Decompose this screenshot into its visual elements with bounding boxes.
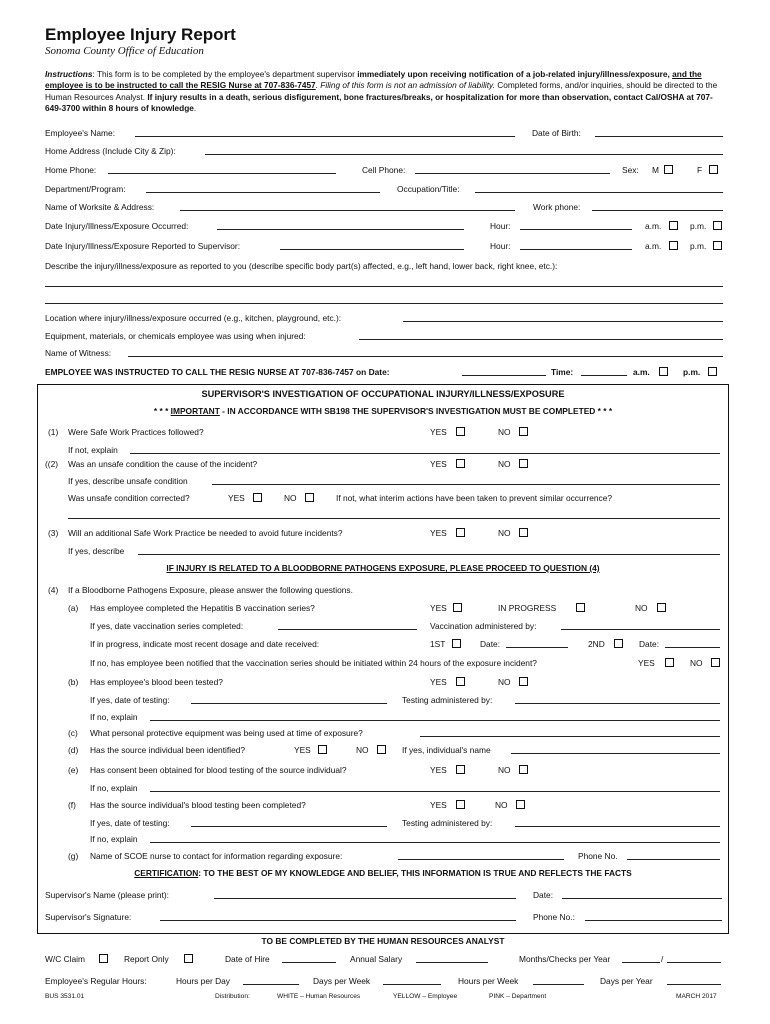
q3-yes-checkbox[interactable] [456, 528, 465, 537]
q4e-yes-checkbox[interactable] [456, 765, 465, 774]
q4f-no-checkbox[interactable] [516, 800, 525, 809]
q4a-second-checkbox[interactable] [614, 639, 623, 648]
work-phone-field[interactable] [592, 210, 723, 211]
sex-m-checkbox[interactable] [664, 165, 673, 174]
occupation-label: Occupation/Title: [397, 184, 460, 194]
nurse-pm-checkbox[interactable] [708, 367, 717, 376]
q1-question: Were Safe Work Practices followed? [68, 427, 204, 437]
certification-label: CERTIFICATION [134, 868, 199, 878]
witness-label: Name of Witness: [45, 348, 112, 358]
q4b-yes-checkbox[interactable] [456, 677, 465, 686]
reported-am-checkbox[interactable] [669, 241, 678, 250]
reported-am-label: a.m. [645, 241, 662, 251]
instructions-label: Instructions [45, 69, 93, 79]
certification-text: : TO THE BEST OF MY KNOWLEDGE AND BELIEF, THIS INFORMATION IS TRUE AND REFLECTS THE FACTS [198, 868, 632, 878]
important-rest: - IN ACCORDANCE WITH SB198 THE SUPERVISOR'S INVESTIGATION MUST BE COMPLETED * * * [219, 406, 613, 416]
instructions-text-6: If injury results in a death, serious disfigurement, bone fractures/breaks, or hospitalization for more than observation, contact Cal/OSHA at 707-649-3700 within 8 hours of knowledge [45, 91, 713, 114]
q2-corrected-no-label: NO [284, 493, 297, 503]
q2-corrected-label: Was unsafe condition corrected? [68, 493, 190, 503]
q4-number: (4) [48, 585, 59, 595]
cell-phone-field[interactable] [415, 173, 610, 174]
q1-number: (1) [48, 427, 59, 437]
worksite-label: Name of Worksite & Address: [45, 202, 155, 212]
distribution-white: WHITE – Human Resources [277, 993, 361, 1000]
instructions-text-5: Completed forms, and/or inquiries, should be directed to the Human Resources Analyst. [45, 80, 718, 102]
organization-name: Sonoma County Office of Education [45, 45, 204, 57]
q4f-date-field[interactable] [191, 826, 387, 827]
occurred-pm-label: p.m. [690, 221, 707, 231]
q4a-letter: (a) [68, 603, 79, 613]
dob-label: Date of Birth: [532, 128, 581, 138]
q4b-date-field[interactable] [191, 703, 387, 704]
cell-phone-label: Cell Phone: [362, 165, 406, 175]
q4f-no-label: NO [495, 800, 508, 810]
hour-reported-field[interactable] [520, 249, 632, 250]
instructions-text-1: : This form is to be completed by the employee's department supervisor [92, 69, 358, 79]
q4c-field[interactable] [420, 736, 720, 737]
q4d-yes-label: YES [294, 745, 311, 755]
dob-field[interactable] [595, 136, 723, 137]
employee-name-field[interactable] [135, 136, 515, 137]
months-checks-label: Months/Checks per Year [519, 954, 611, 964]
q4a-second-label: 2ND [588, 639, 605, 649]
q2-corrected-no-checkbox[interactable] [305, 493, 314, 502]
q4a-notified-no-checkbox[interactable] [711, 658, 720, 667]
q4a-no-label: NO [635, 603, 648, 613]
distribution-yellow: YELLOW – Employee [393, 993, 458, 1000]
date-reported-label: Date Injury/Illness/Exposure Reported to Supervisor: [45, 241, 241, 251]
hours-per-week-field[interactable] [533, 984, 584, 985]
q2-corrected-yes-label: YES [228, 493, 245, 503]
instructions-text-2: immediately upon receiving notification of a job-related injury/illness/exposure, [357, 69, 673, 79]
q4a-notified-label: If no, has employee been notified that the vaccination series should be initiated within 24 hours of the exposure incident? [90, 658, 537, 668]
q4f-date-label: If yes, date of testing: [90, 818, 170, 828]
reported-pm-checkbox[interactable] [713, 241, 722, 250]
q4f-explain-label: If no, explain [90, 834, 138, 844]
equipment-label: Equipment, materials, or chemicals employee was using when injured: [45, 331, 306, 341]
q1-no-label: NO [498, 427, 511, 437]
q4a-inprogress-label: If in progress, indicate most recent dosage and date received: [90, 639, 320, 649]
hour-occurred-label: Hour: [490, 221, 511, 231]
supervisor-name-label: Supervisor's Name (please print): [45, 890, 170, 900]
days-per-year-label: Days per Year [600, 976, 653, 986]
certification-statement [37, 868, 729, 878]
q4d-letter: (d) [68, 745, 79, 755]
q4a-first-date-label: Date: [480, 639, 501, 649]
q4f-admin-label: Testing administered by: [402, 818, 493, 828]
supervisor-date-label: Date: [533, 890, 554, 900]
date-of-hire-field[interactable] [282, 962, 336, 963]
hour-reported-label: Hour: [490, 241, 511, 251]
instructions-text-4: . Filing of this form is not an admission of liability. [315, 80, 495, 91]
report-only-checkbox[interactable] [184, 954, 193, 963]
q4f-yes-label: YES [430, 800, 447, 810]
q4g-nurse-field[interactable] [398, 859, 564, 860]
date-occurred-field[interactable] [217, 229, 464, 230]
q4a-yes-label: YES [430, 603, 447, 613]
q3-question: Will an additional Safe Work Practice be needed to avoid future incidents? [68, 528, 343, 538]
q4b-admin-field[interactable] [515, 703, 720, 704]
sex-label: Sex: [622, 165, 639, 175]
annual-salary-label: Annual Salary [350, 954, 403, 964]
occurred-pm-checkbox[interactable] [713, 221, 722, 230]
nurse-am-checkbox[interactable] [659, 367, 668, 376]
hours-per-week-label: Hours per Week [458, 976, 519, 986]
nurse-instructed-time-label: Time: [551, 367, 574, 377]
q4e-question: Has consent been obtained for blood testing of the source individual? [90, 765, 347, 775]
q4f-admin-field[interactable] [515, 826, 720, 827]
supervisor-signature-label: Supervisor's Signature: [45, 912, 132, 922]
supervisor-phone-field[interactable] [585, 920, 722, 921]
q3-no-checkbox[interactable] [519, 528, 528, 537]
q4d-yes-checkbox[interactable] [318, 745, 327, 754]
nurse-am-label: a.m. [633, 367, 650, 377]
q1-explain-field[interactable] [130, 453, 720, 454]
q4g-question: Name of SCOE nurse to contact for information regarding exposure: [90, 851, 343, 861]
q4g-phone-field[interactable] [627, 859, 720, 860]
location-label: Location where injury/illness/exposure occurred (e.g., kitchen, playground, etc.): [45, 313, 342, 323]
days-per-year-field[interactable] [667, 984, 721, 985]
q4a-admin-field[interactable] [561, 629, 720, 630]
nurse-pm-label: p.m. [683, 367, 701, 377]
q4e-explain-label: If no, explain [90, 783, 138, 793]
supervisor-signature-field[interactable] [160, 920, 516, 921]
sex-f-label: F [697, 165, 703, 175]
q2-describe-field[interactable] [212, 484, 720, 485]
q4b-explain-label: If no, explain [90, 712, 138, 722]
q4g-phone-label: Phone No. [578, 851, 618, 861]
q1-explain-label: If not, explain [68, 445, 118, 455]
q4b-explain-field[interactable] [150, 720, 720, 721]
q4a-notified-yes-checkbox[interactable] [665, 658, 674, 667]
q4a-second-date-field[interactable] [665, 647, 720, 648]
nurse-instructed-label: EMPLOYEE WAS INSTRUCTED TO CALL THE RESIG NURSE AT 707-836-7457 on Date: [45, 367, 390, 377]
q1-yes-checkbox[interactable] [456, 427, 465, 436]
instructions-paragraph [45, 69, 725, 115]
months-field[interactable] [622, 962, 660, 963]
q4c-letter: (c) [68, 728, 78, 738]
q3-describe-label: If yes, describe [68, 546, 125, 556]
supervisor-name-field[interactable] [214, 898, 516, 899]
hours-per-day-field[interactable] [243, 984, 299, 985]
q4a-first-label: 1ST [430, 639, 446, 649]
work-phone-label: Work phone: [533, 202, 581, 212]
q1-yes-label: YES [430, 427, 447, 437]
investigation-title: SUPERVISOR'S INVESTIGATION OF OCCUPATIONAL INJURY/ILLNESS/EXPOSURE [201, 389, 565, 399]
q4a-admin-label: Vaccination administered by: [430, 621, 537, 631]
q4a-in-progress-label: IN PROGRESS [498, 603, 557, 613]
q3-describe-field[interactable] [138, 554, 720, 555]
nurse-instructed-date-field[interactable] [462, 375, 546, 376]
department-field[interactable] [146, 192, 380, 193]
q4b-date-label: If yes, date of testing: [90, 695, 170, 705]
q4a-date-field[interactable] [278, 629, 417, 630]
q2-corrected-yes-checkbox[interactable] [253, 493, 262, 502]
q4a-question: Has employee completed the Hepatitis B vaccination series? [90, 603, 315, 613]
instructions-text-3: and the employee is to be instructed to call the RESIG Nurse at 707-836-7457 [45, 69, 702, 91]
q4d-name-label: If yes, individual's name [402, 745, 491, 755]
q2-no-label: NO [498, 459, 511, 469]
location-field[interactable] [403, 321, 723, 322]
q4b-question: Has employee's blood been tested? [90, 677, 223, 687]
describe-injury-line-1[interactable] [45, 286, 723, 287]
q4a-first-date-field[interactable] [506, 647, 568, 648]
witness-field[interactable] [128, 356, 723, 357]
home-phone-field[interactable] [108, 173, 336, 174]
important-notice [37, 406, 729, 416]
supervisor-date-field[interactable] [562, 898, 722, 899]
supervisor-phone-label: Phone No.: [533, 912, 575, 922]
q4a-date-label: If yes, date vaccination series completed: [90, 621, 244, 631]
regular-hours-label: Employee's Regular Hours: [45, 976, 147, 986]
date-occurred-label: Date Injury/Illness/Exposure Occurred: [45, 221, 189, 231]
distribution-label: Distribution: [215, 993, 250, 1000]
q2-number: ((2) [45, 459, 59, 469]
q4d-name-field[interactable] [511, 753, 720, 754]
instructions-text-7: . [193, 103, 197, 114]
q4d-no-checkbox[interactable] [377, 745, 386, 754]
q4a-in-progress-checkbox[interactable] [576, 603, 585, 612]
months-checks-slash: / [661, 954, 664, 964]
q4d-question: Has the source individual been identified? [90, 745, 246, 755]
q4b-no-checkbox[interactable] [519, 677, 528, 686]
checks-field[interactable] [667, 962, 721, 963]
q2-question: Was an unsafe condition the cause of the incident? [68, 459, 258, 469]
q4b-letter: (b) [68, 677, 79, 687]
q4b-admin-label: Testing administered by: [402, 695, 493, 705]
q4a-yes-checkbox[interactable] [453, 603, 462, 612]
days-per-week-field[interactable] [383, 984, 441, 985]
occurred-am-checkbox[interactable] [669, 221, 678, 230]
q3-number: (3) [48, 528, 59, 538]
q2-interim-label: If not, what interim actions have been taken to prevent similar occurrence? [336, 493, 613, 503]
report-only-label: Report Only [124, 954, 169, 964]
describe-injury-label: Describe the injury/illness/exposure as reported to you (describe specific body part(s) affected, e.g., left hand, lower back, right knee, etc.): [45, 261, 558, 271]
q4a-notified-yes-label: YES [638, 658, 655, 668]
q2-yes-label: YES [430, 459, 447, 469]
form-number: BUS 3531.01 [45, 993, 85, 1000]
q3-yes-label: YES [430, 528, 447, 538]
q4a-no-checkbox[interactable] [657, 603, 666, 612]
q4f-question: Has the source individual's blood testing been completed? [90, 800, 306, 810]
home-address-field[interactable] [205, 154, 723, 155]
q4f-yes-checkbox[interactable] [456, 800, 465, 809]
q4f-explain-field[interactable] [150, 842, 720, 843]
q4e-no-label: NO [498, 765, 511, 775]
important-stars: * * * [153, 406, 171, 416]
q4g-letter: (g) [68, 851, 79, 861]
home-phone-label: Home Phone: [45, 165, 97, 175]
distribution-pink: PINK – Department [489, 993, 547, 1000]
q4d-no-label: NO [356, 745, 369, 755]
days-per-week-label: Days per Week [313, 976, 371, 986]
equipment-field[interactable] [359, 339, 723, 340]
reported-pm-label: p.m. [690, 241, 707, 251]
sex-f-checkbox[interactable] [709, 165, 718, 174]
hours-per-day-label: Hours per Day [176, 976, 230, 986]
q4a-second-date-label: Date: [639, 639, 660, 649]
q3-no-label: NO [498, 528, 511, 538]
occurred-am-label: a.m. [645, 221, 662, 231]
q2-interim-field[interactable] [68, 518, 720, 519]
important-word: IMPORTANT [170, 406, 220, 416]
q1-no-checkbox[interactable] [519, 427, 528, 436]
wc-claim-label: W/C Claim [45, 954, 86, 964]
q4e-explain-field[interactable] [150, 791, 720, 792]
q4a-notified-no-label: NO [690, 658, 703, 668]
q4-question: If a Bloodborne Pathogens Exposure, please answer the following questions. [68, 585, 353, 595]
describe-injury-line-2[interactable] [45, 303, 723, 304]
employee-name-label: Employee's Name: [45, 128, 116, 138]
form-title: Employee Injury Report [45, 25, 236, 44]
q4f-letter: (f) [68, 800, 76, 810]
hour-occurred-field[interactable] [520, 229, 632, 230]
date-reported-field[interactable] [280, 249, 464, 250]
sex-m-label: M [652, 165, 659, 175]
q4b-no-label: NO [498, 677, 511, 687]
q4e-no-checkbox[interactable] [519, 765, 528, 774]
department-label: Department/Program: [45, 184, 126, 194]
annual-salary-field[interactable] [416, 962, 488, 963]
q4b-yes-label: YES [430, 677, 447, 687]
q2-yes-checkbox[interactable] [456, 459, 465, 468]
hr-section-title: TO BE COMPLETED BY THE HUMAN RESOURCES ANALYST [261, 936, 505, 946]
bloodborne-note: IF INJURY IS RELATED TO A BLOODBORNE PATHOGENS EXPOSURE, PLEASE PROCEED TO QUESTION (4) [166, 563, 600, 573]
date-of-hire-label: Date of Hire [225, 954, 270, 964]
q4c-question: What personal protective equipment was being used at time of exposure? [90, 728, 363, 738]
revision-date: MARCH 2017 [676, 993, 717, 1000]
wc-claim-checkbox[interactable] [99, 954, 108, 963]
home-address-label: Home Address (Include City & Zip): [45, 146, 176, 156]
q4a-first-checkbox[interactable] [452, 639, 461, 648]
q2-no-checkbox[interactable] [519, 459, 528, 468]
worksite-field[interactable] [180, 210, 515, 211]
q2-describe-label: If yes, describe unsafe condition [68, 476, 188, 486]
occupation-field[interactable] [475, 192, 723, 193]
nurse-instructed-time-field[interactable] [581, 375, 627, 376]
q4e-yes-label: YES [430, 765, 447, 775]
q4e-letter: (e) [68, 765, 79, 775]
